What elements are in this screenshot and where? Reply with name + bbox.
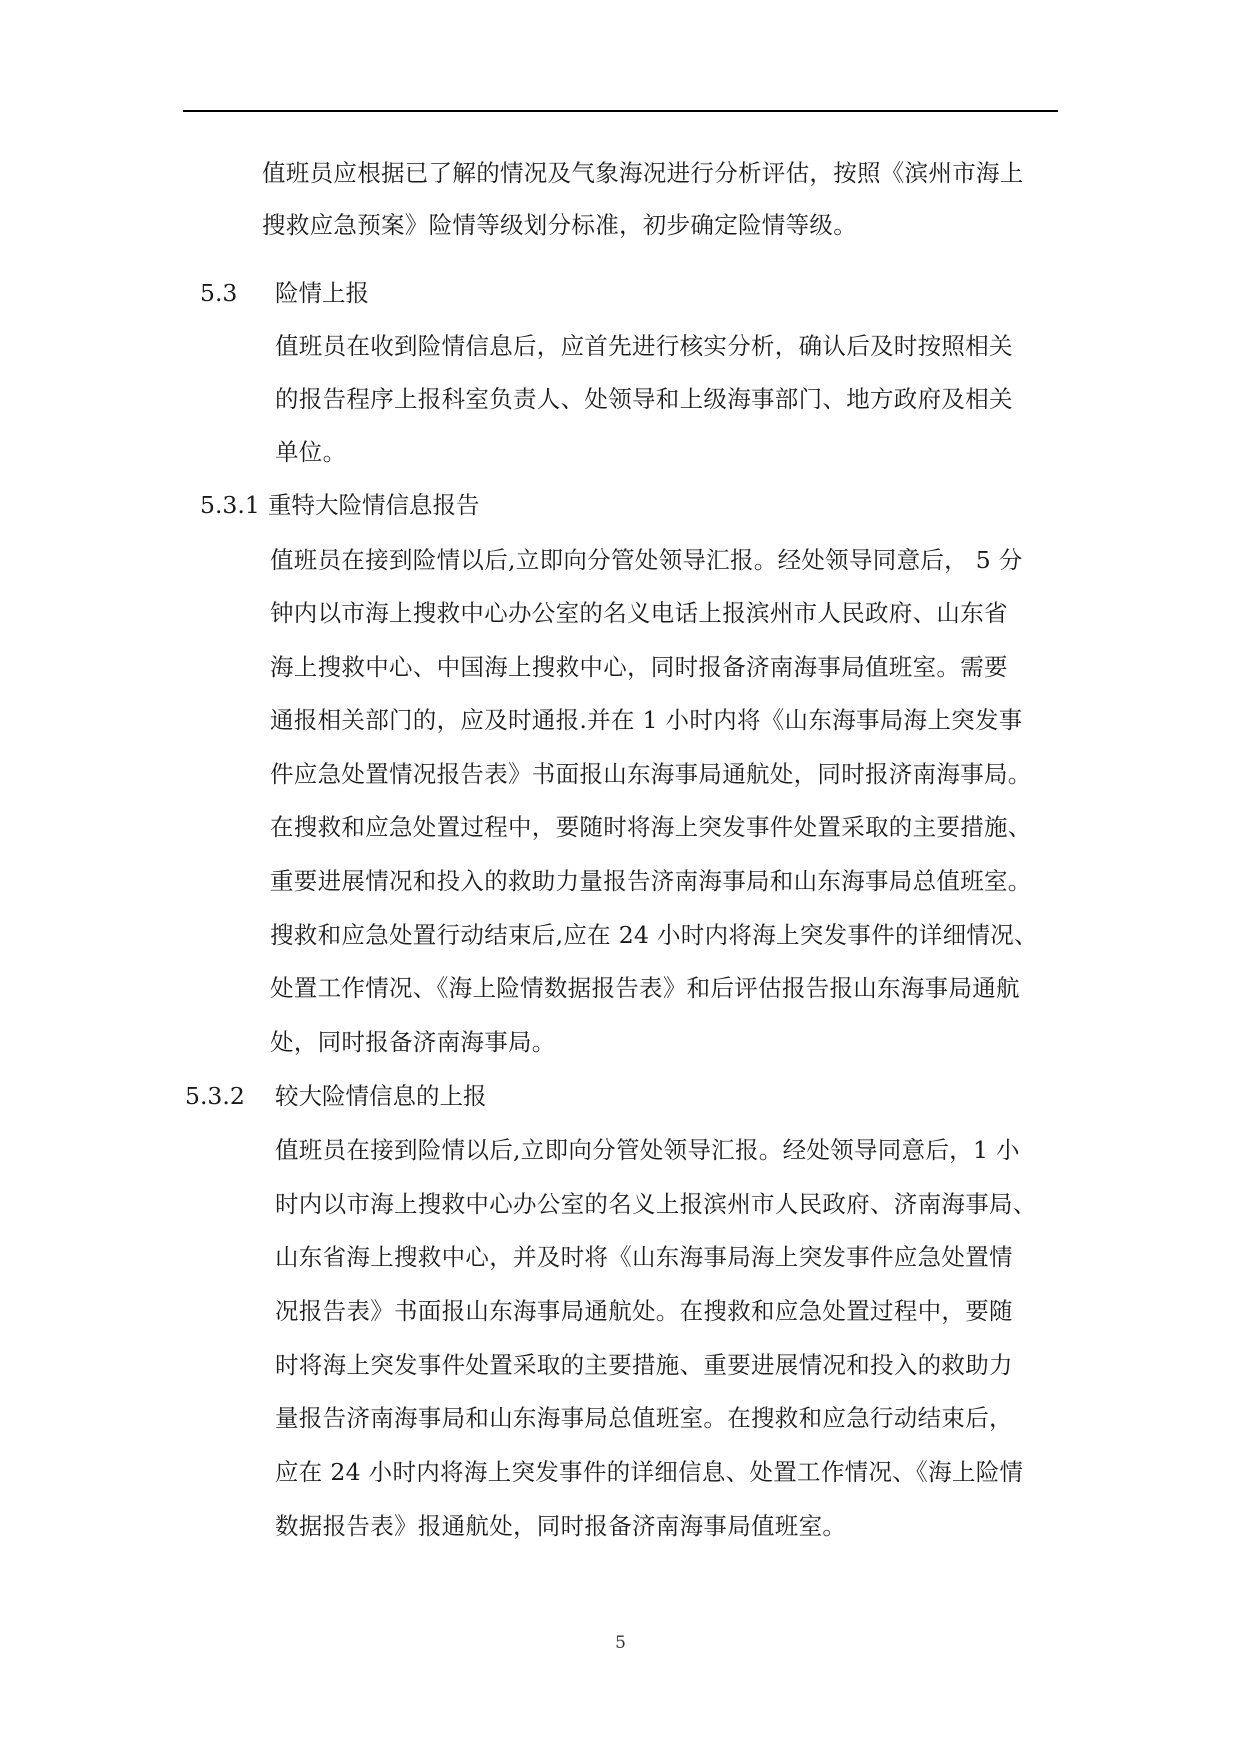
section-5-3-2-line-4: 况报告表》书面报山东海事局通航处。在搜救和应急处置过程中，要随 — [275, 1297, 1013, 1325]
section-5-3-1-line-9: 处置工作情况、《海上险情数据报告表》和后评估报告报山东海事局通航 — [270, 974, 1020, 1002]
section-5-3-1-line-10: 处，同时报备济南海事局。 — [270, 1028, 556, 1056]
header-rule — [183, 110, 1058, 112]
section-5-3-2-number: 5.3.2 — [185, 1082, 245, 1110]
section-5-3-2-line-7: 应在 24 小时内将海上突发事件的详细信息、处置工作情况、《海上险情 — [275, 1458, 1024, 1486]
section-5-3-1-line-3: 海上搜救中心、中国海上搜救中心，同时报备济南海事局值班室。需要 — [270, 653, 1008, 681]
section-5-3-1-line-1: 值班员在接到险情以后,立即向分管处领导汇报。经处领导同意后， 5 分 — [270, 546, 1023, 574]
section-5-3-2-line-2: 时内以市海上搜救中心办公室的名义上报滨州市人民政府、济南海事局、 — [275, 1190, 1037, 1218]
section-5-3-2-line-8: 数据报告表》报通航处，同时报备济南海事局值班室。 — [275, 1512, 847, 1540]
section-5-3-1-number: 5.3.1 — [200, 491, 260, 519]
section-5-3-2-line-3: 山东省海上搜救中心，并及时将《山东海事局海上突发事件应急处置情 — [275, 1243, 1013, 1271]
section-5-3-1-line-2: 钟内以市海上搜救中心办公室的名义电话上报滨州市人民政府、山东省 — [270, 599, 1008, 627]
section-5-3-2-line-6: 量报告济南海事局和山东海事局总值班室。在搜救和应急行动结束后， — [275, 1404, 1013, 1432]
section-5-3-number: 5.3 — [200, 279, 238, 307]
section-5-3-line-1: 值班员在收到险情信息后，应首先进行核实分析，确认后及时按照相关 — [275, 332, 1013, 360]
intro-line-1: 值班员应根据已了解的情况及气象海况进行分析评估，按照《滨州市海上 — [262, 159, 1024, 187]
section-5-3-1-line-8: 搜救和应急处置行动结束后,应在 24 小时内将海上突发事件的详细情况、 — [270, 921, 1038, 949]
section-5-3-2-line-5: 时将海上突发事件处置采取的主要措施、重要进展情况和投入的救助力 — [275, 1351, 1013, 1379]
page-number: 5 — [615, 1633, 626, 1653]
section-5-3-1-line-5: 件应急处置情况报告表》书面报山东海事局通航处，同时报济南海事局。 — [270, 760, 1032, 788]
section-5-3-line-3: 单位。 — [275, 438, 347, 466]
section-5-3-2-line-1: 值班员在接到险情以后,立即向分管处领导汇报。经处领导同意后，1 小 — [275, 1136, 1020, 1164]
section-5-3-line-2: 的报告程序上报科室负责人、处领导和上级海事部门、地方政府及相关 — [275, 385, 1013, 413]
section-5-3-1-line-7: 重要进展情况和投入的救助力量报告济南海事局和山东海事局总值班室。 — [270, 867, 1032, 895]
section-5-3-2-title: 较大险情信息的上报 — [275, 1082, 487, 1110]
section-5-3-1-line-4: 通报相关部门的，应及时通报.并在 1 小时内将《山东海事局海上突发事 — [270, 706, 1023, 734]
section-5-3-1-title: 重特大险情信息报告 — [268, 491, 480, 519]
intro-line-2: 搜救应急预案》险情等级划分标准，初步确定险情等级。 — [262, 211, 857, 239]
section-5-3-title: 险情上报 — [275, 279, 369, 307]
section-5-3-1-line-6: 在搜救和应急处置过程中，要随时将海上突发事件处置采取的主要措施、 — [270, 813, 1032, 841]
section-5-3-heading — [200, 278, 237, 308]
